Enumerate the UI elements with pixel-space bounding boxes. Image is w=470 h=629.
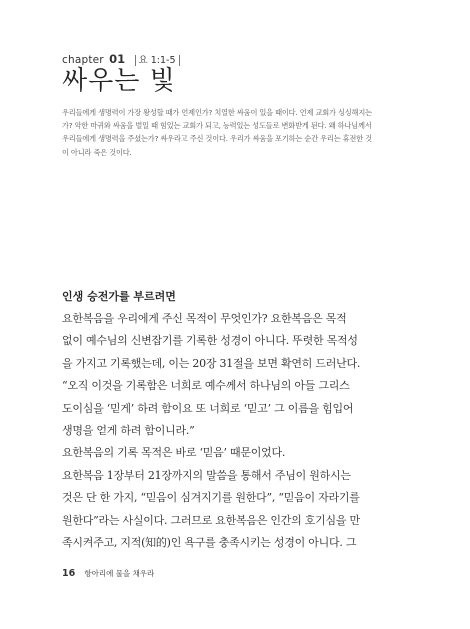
body-line: 요한복음 1장부터 21장까지의 말씀을 통해서 주님이 원하시는 — [62, 468, 351, 482]
body-line: 것은 단 한 가지, “믿음이 심겨지기를 원한다”, “믿음이 자라기를 — [62, 491, 360, 505]
body-text — [62, 308, 407, 554]
body-line: 족시켜주고, 지적(知的)인 욕구를 충족시키는 성경이 아니다. 그 — [62, 536, 357, 550]
body-line: 요한복음을 우리에게 주신 목적이 무엇인가? 요한복음은 목적 — [62, 312, 347, 325]
intro-line: 우리들에게 생명력이 가장 왕성할 때가 언제인가? 치열한 싸움이 있을 때이다. 언제 교회가 싱싱해지는 — [62, 108, 372, 117]
body-line: 도이심을 ‘믿게’ 하려 함이요 또 너희로 ‘믿고’ 그 이름을 힘입어 — [62, 401, 354, 415]
chapter-number: 01 — [109, 52, 126, 66]
intro-line: 가? 악한 마귀와 싸움을 벌일 때 힘있는 교회가 되고, 능력있는 성도들로 변화받게 된다. 왜 하나님께서 — [62, 121, 372, 131]
body-line: 요한복음의 기록 목적은 바로 ‘믿음’ 때문이었다. — [62, 446, 286, 460]
chapter-title: 싸우는 빛 — [62, 66, 176, 96]
scripture-reference: 요 1:1-5 — [135, 55, 180, 66]
body-line: 생명을 얻게 하려 함이니라.” — [62, 424, 195, 438]
body-line: 원한다”라는 사실이다. 그러므로 요한복음은 인간의 호기심을 만 — [62, 513, 360, 527]
section-heading: 인생 승전가를 부르려면 — [62, 290, 176, 303]
body-line: 없이 예수님의 신변잡기를 기록한 성경이 아니다. 뚜렷한 목적성 — [62, 334, 358, 348]
intro-line: 이 아니라 죽은 것이다. — [62, 147, 132, 157]
chapter-word: chapter — [62, 54, 104, 66]
page-footer — [62, 565, 154, 580]
intro-line: 우리들에게 생명력을 주셨는가? 싸우라고 주신 것이다. 우리가 싸움을 포기하는 순간 우리는 휴전한 것 — [62, 134, 372, 144]
book-title: 항아리에 물을 채우라 — [84, 569, 155, 578]
page-number: 16 — [62, 568, 76, 579]
body-line: 을 가지고 기록했는데, 이는 20장 31절을 보면 확연히 드러난다. — [62, 356, 361, 370]
body-line: “오직 이것을 기록함은 너희로 예수께서 하나님의 아들 그리스 — [62, 379, 350, 393]
intro-paragraph — [62, 106, 407, 159]
